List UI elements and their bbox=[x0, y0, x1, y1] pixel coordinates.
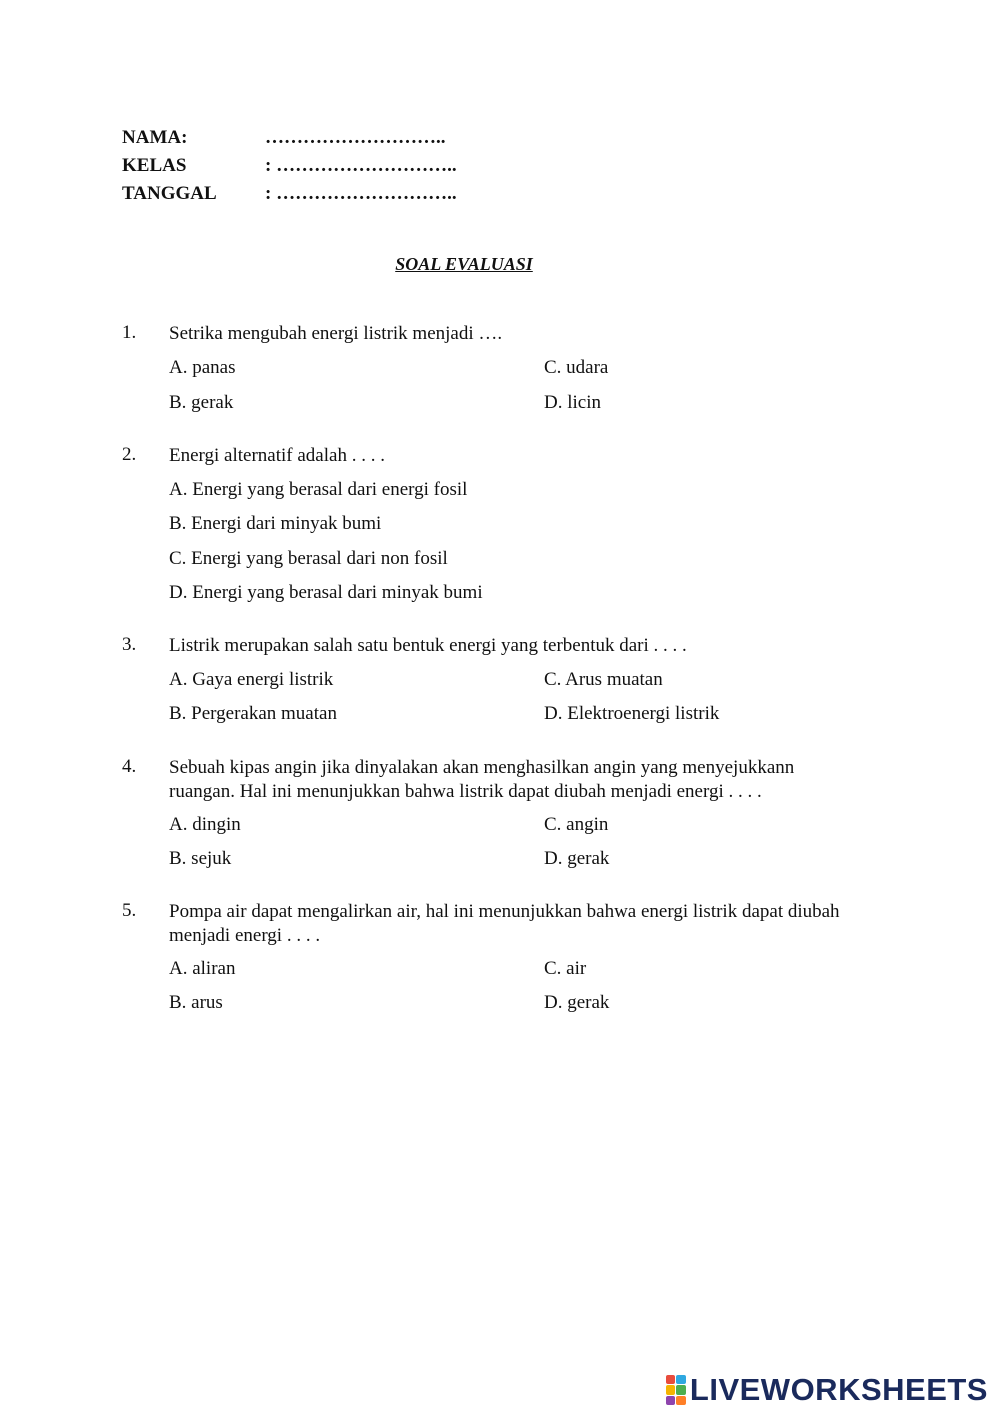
page-title: SOAL EVALUASI bbox=[395, 254, 533, 274]
live-blocks-icon bbox=[666, 1375, 686, 1405]
nama-label: NAMA: bbox=[122, 127, 188, 148]
option-c[interactable]: C. angin bbox=[544, 814, 609, 835]
logo-block bbox=[676, 1396, 686, 1405]
logo-block bbox=[666, 1396, 676, 1405]
question-number: 2. bbox=[122, 444, 137, 465]
logo-block bbox=[676, 1375, 686, 1384]
question-text: Setrika mengubah energi listrik menjadi …. bbox=[169, 323, 503, 344]
option-b[interactable]: B. sejuk bbox=[169, 848, 232, 869]
option-d[interactable]: D. gerak bbox=[544, 848, 610, 869]
option-b[interactable]: B. arus bbox=[169, 992, 223, 1013]
question-number: 3. bbox=[122, 634, 137, 655]
option-d[interactable]: D. licin bbox=[544, 392, 601, 413]
option-d[interactable]: D. Energi yang berasal dari minyak bumi bbox=[169, 582, 483, 603]
question-text: Pompa air dapat mengalirkan air, hal ini menunjukkan bahwa energi listrik dapat diubah menjadi energi . . . . bbox=[169, 901, 840, 946]
option-b[interactable]: B. Energi dari minyak bumi bbox=[169, 513, 382, 534]
question-number: 1. bbox=[122, 322, 137, 343]
option-c[interactable]: C. air bbox=[544, 958, 587, 979]
option-b[interactable]: B. Pergerakan muatan bbox=[169, 703, 337, 724]
option-a[interactable]: A. aliran bbox=[169, 958, 236, 979]
option-a[interactable]: A. panas bbox=[169, 357, 236, 378]
question-number: 4. bbox=[122, 756, 137, 777]
question-text: Sebuah kipas angin jika dinyalakan akan menghasilkan angin yang menyejukkann ruangan. Hal ini menunjukkan bahwa listrik dapat diubah menjadi energi . . . . bbox=[169, 757, 795, 802]
option-a[interactable]: A. dingin bbox=[169, 814, 241, 835]
question-number: 5. bbox=[122, 900, 137, 921]
option-c[interactable]: C. Energi yang berasal dari non fosil bbox=[169, 548, 448, 569]
logo-block bbox=[666, 1385, 676, 1394]
brand-name: LIVEWORKSHEETS bbox=[689, 1372, 988, 1407]
kelas-label: KELAS bbox=[122, 155, 187, 176]
tanggal-label: TANGGAL bbox=[122, 183, 217, 204]
logo-block bbox=[666, 1375, 676, 1384]
question-text: Energi alternatif adalah . . . . bbox=[169, 445, 385, 466]
option-a[interactable]: A. Gaya energi listrik bbox=[169, 669, 334, 690]
option-d[interactable]: D. Elektroenergi listrik bbox=[544, 703, 720, 724]
logo-block bbox=[676, 1385, 686, 1394]
option-a[interactable]: A. Energi yang berasal dari energi fosil bbox=[169, 479, 468, 500]
liveworksheets-logo[interactable] bbox=[666, 1372, 988, 1408]
kelas-field[interactable]: : ……………………….. bbox=[265, 155, 457, 176]
option-c[interactable]: C. udara bbox=[544, 357, 609, 378]
option-c[interactable]: C. Arus muatan bbox=[544, 669, 663, 690]
nama-field[interactable]: ……………………….. bbox=[265, 127, 446, 148]
option-b[interactable]: B. gerak bbox=[169, 392, 234, 413]
option-d[interactable]: D. gerak bbox=[544, 992, 610, 1013]
question-text: Listrik merupakan salah satu bentuk energi yang terbentuk dari . . . . bbox=[169, 635, 687, 656]
tanggal-field[interactable]: : ……………………….. bbox=[265, 183, 457, 204]
